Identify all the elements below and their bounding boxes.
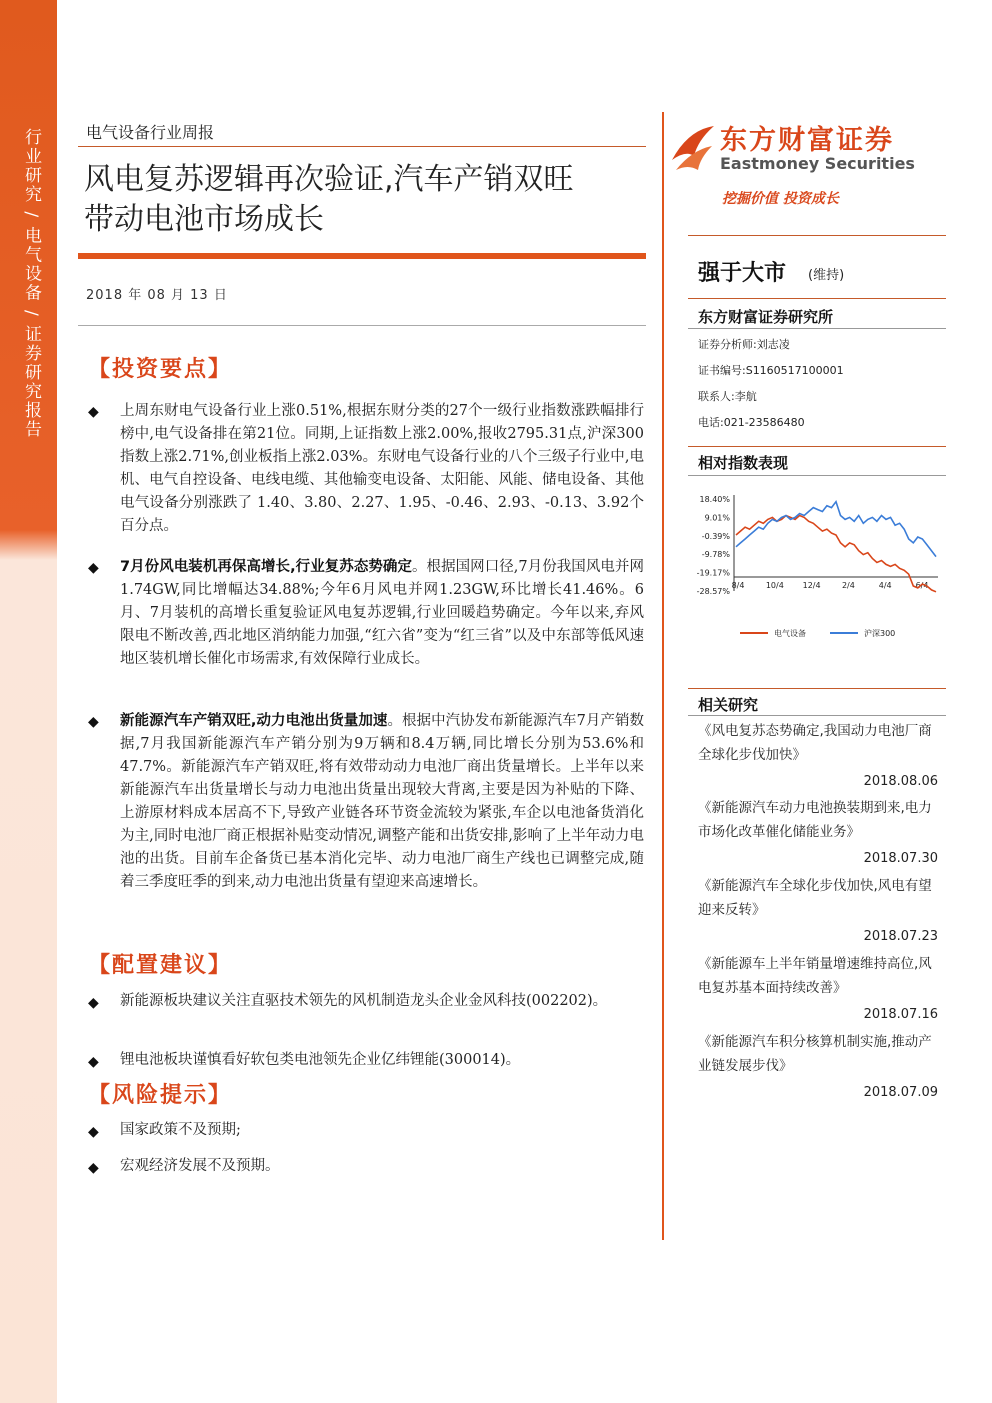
cert-number: 证书编号:S1160517100001 — [698, 364, 844, 377]
related-item-1-date: 2018.08.06 — [863, 774, 938, 789]
rating-label: 强于大市 — [698, 261, 787, 286]
key-point-3: 新能源汽车产销双旺,动力电池出货量加速。根据中汽协发布新能源汽车7月产销数据,7月我国新能源汽车产销分别为9万辆和8.4万辆,同比增长分别为53.6%和47.7%。新能源汽车产销双旺,将有效带动动力电池厂商出货量增长。上半年以来新能源汽车出货量增长与动力电池出货量出现较大背离,主要是因为补贴的下降、上游原材料成本居高不下,导致产业链各环节资金流较为紧张,车企以电池备货消化为主,同时电池厂商正根据补贴变动情况,调整产能和出货安排,影响了上半年动力电池的出货。目前车企备货已基本消化完毕、动力电池厂商生产线也已调整完成,随着三季度旺季的到来,动力电池出货量有望迎来高速增长。 — [120, 713, 644, 890]
related-item-2-date: 2018.07.30 — [863, 851, 938, 866]
chart-x-tick-label: 6/4 — [915, 581, 929, 590]
key-points-heading: 【投资要点】 — [88, 357, 233, 382]
related-item-5-title[interactable]: 《新能源汽车积分核算机制实施,推动产业链发展步伐》 — [698, 1034, 932, 1074]
chart-y-tick-label: 18.40% — [699, 495, 730, 504]
risk-item-1: 国家政策不及预期; — [120, 1122, 241, 1138]
chart-top-divider — [688, 446, 946, 447]
chart-x-tick-label: 12/4 — [802, 581, 821, 590]
diamond-bullet-icon: ◆ — [88, 1124, 99, 1140]
diamond-bullet-icon: ◆ — [88, 404, 99, 420]
institute-underline — [688, 328, 946, 329]
allocation-item-2: 锂电池板块谨慎看好软包类电池领先企业亿纬锂能(300014)。 — [120, 1052, 521, 1068]
chart-x-tick-label: 8/4 — [731, 581, 745, 590]
related-item-4-date: 2018.07.16 — [863, 1007, 938, 1022]
related-item-1-title[interactable]: 《风电复苏态势确定,我国动力电池厂商全球化步伐加快》 — [698, 723, 932, 763]
brand-logo-icon — [668, 120, 718, 180]
diamond-bullet-icon: ◆ — [88, 560, 99, 576]
chart-y-tick-label: -28.57% — [696, 587, 730, 596]
chart-heading: 相对指数表现 — [698, 454, 789, 472]
related-heading: 相关研究 — [698, 696, 759, 714]
brand-name-en: Eastmoney Securities — [720, 154, 915, 173]
allocation-heading: 【配置建议】 — [88, 953, 233, 978]
related-item-2-title[interactable]: 《新能源汽车动力电池换装期到来,电力市场化改革催化储能业务》 — [698, 800, 932, 840]
related-item-3-date: 2018.07.23 — [863, 929, 938, 944]
sidebar-band — [0, 0, 57, 1403]
report-date: 2018 年 08 月 13 日 — [86, 288, 228, 303]
related-top-divider — [688, 688, 946, 689]
related-item-3-title[interactable]: 《新能源汽车全球化步伐加快,风电有望迎来反转》 — [698, 878, 932, 918]
chart-legend-label: 电气设备 — [774, 629, 806, 638]
sidebar-label: 行业研究 / 电气设备 / 证券研究报告 — [21, 128, 41, 440]
chart-series-line-1 — [736, 502, 936, 557]
diamond-bullet-icon: ◆ — [88, 995, 99, 1011]
brand-name-cn: 东方财富证券 — [720, 125, 894, 156]
header-divider — [78, 146, 646, 147]
analyst: 证券分析师:刘志凌 — [698, 338, 790, 351]
contact: 联系人:李航 — [698, 390, 757, 403]
key-point-1: 上周东财电气设备行业上涨0.51%,根据东财分类的27个一级行业指数涨跌幅排行榜中,电气设备排在第21位。同期,上证指数上涨2.00%,报收2795.31点,沪深300指数上涨2.71%,创业板指上涨2.03%。东财电气设备行业的八个三级子行业中,电机、电气自控设备、电线电缆、其他输变电设备、太阳能、风能、储电设备、其他电气设备分别涨跌了 1.40、3.80、2.27、1.95、-0.46、2.93、-0.13、3.92个百分点。 — [120, 403, 644, 534]
chart-underline — [688, 475, 946, 476]
chart-y-tick-label: -9.78% — [701, 550, 730, 560]
rating-divider — [688, 235, 946, 236]
brand-slogan: 挖掘价值 投资成长 — [722, 191, 839, 207]
chart-y-tick-label: -19.17% — [696, 568, 730, 578]
report-type: 电气设备行业周报 — [86, 123, 215, 142]
chart-x-tick-label: 4/4 — [878, 581, 892, 590]
chart-x-tick-label: 2/4 — [841, 581, 855, 590]
related-item-4-title[interactable]: 《新能源车上半年销量增速维持高位,风电复苏基本面持续改善》 — [698, 956, 932, 996]
allocation-item-1: 新能源板块建议关注直驱技术领先的风机制造龙头企业金风科技(002202)。 — [120, 993, 608, 1009]
risk-heading: 【风险提示】 — [88, 1083, 233, 1108]
key-point-2: 7月份风电装机再保高增长,行业复苏态势确定。根据国网口径,7月份我国风电并网1.74GW,同比增幅达34.88%;今年6月风电并网1.23GW,环比增长41.46%。6月、7月装机的高增长重复验证风电复苏逻辑,行业回暖趋势确定。今年以来,弃风限电不断改善,西北地区消纳能力加强,“红六省”变为“红三省”以及中东部等低风速地区装机增长催化市场需求,有效保障行业成长。 — [120, 559, 644, 667]
phone: 电话:021-23586480 — [698, 416, 805, 429]
diamond-bullet-icon: ◆ — [88, 1160, 99, 1176]
related-underline — [688, 715, 946, 716]
date-divider — [78, 325, 646, 326]
chart-x-tick-label: 10/4 — [765, 581, 784, 590]
diamond-bullet-icon: ◆ — [88, 714, 99, 730]
institute-name: 东方财富证券研究所 — [698, 308, 834, 326]
title-line-1: 风电复苏逻辑再次验证,汽车产销双旺 — [84, 162, 574, 197]
chart-y-tick-label: 9.01% — [704, 513, 730, 523]
title-rule — [78, 253, 646, 259]
title-line-2: 带动电池市场成长 — [84, 202, 324, 237]
chart-legend-label: 沪深300 — [864, 629, 896, 638]
page-title — [84, 160, 574, 240]
risk-item-2: 宏观经济发展不及预期。 — [120, 1158, 280, 1174]
relative-index-chart — [688, 485, 946, 650]
rating-status: (维持) — [808, 268, 845, 283]
column-divider — [662, 112, 664, 1240]
diamond-bullet-icon: ◆ — [88, 1054, 99, 1070]
institute-divider — [688, 298, 946, 299]
related-item-5-date: 2018.07.09 — [863, 1085, 938, 1100]
chart-y-tick-label: -0.39% — [701, 531, 730, 541]
